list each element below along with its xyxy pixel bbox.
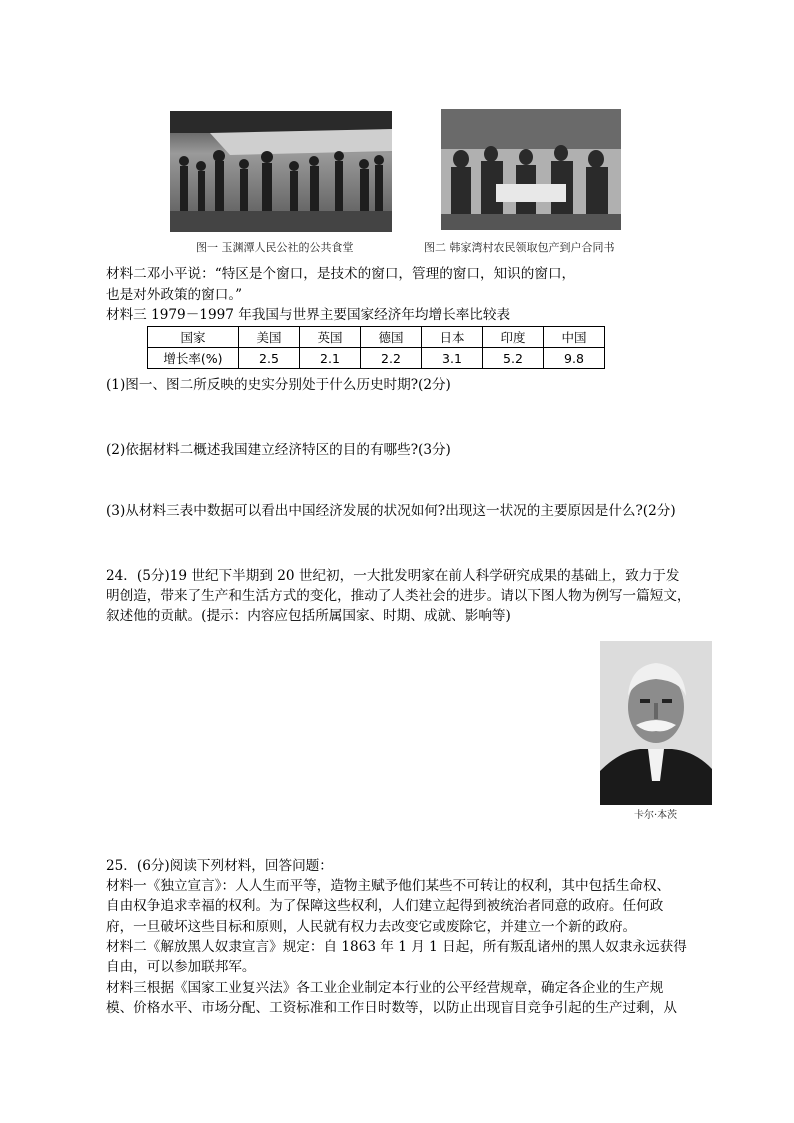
table-rate-row: [148, 348, 605, 369]
table-row-label: 增长率(%): [148, 348, 239, 369]
q25-line6: 自由，可以参加联邦军。: [106, 959, 256, 975]
question-3: (3)从材料三表中数据可以看出中国经济发展的状况如何?出现这一状况的主要原因是什么?(2分): [106, 503, 676, 519]
table-header-row: [148, 327, 605, 348]
figure2-photo: [441, 109, 621, 230]
q25-line5: 材料二《解放黑人奴隶宣言》规定：自 1863 年 1 月 1 日起，所有叛乱诸州的黑人奴隶永远获得: [106, 939, 687, 955]
table-country: 德国: [361, 327, 422, 348]
q25-line3: 自由权争追求幸福的权利。为了保障这些权利，人们建立起得到被统治者同意的政府。任何政: [106, 898, 664, 914]
table-country: 印度: [483, 327, 544, 348]
q24-line1: 24．(5分)19 世纪下半期到 20 世纪初，一大批发明家在前人科学研究成果的基础上，致力于发: [106, 568, 680, 584]
table-rate: 2.5: [239, 348, 300, 369]
figure1-photo: [170, 111, 392, 232]
portrait-photo: [600, 641, 712, 805]
material3-title: 材料三 1979－1997 年我国与世界主要国家经济年均增长率比较表: [106, 307, 511, 323]
growth-rate-table: [147, 326, 605, 369]
question-2: (2)依据材料二概述我国建立经济特区的目的有哪些?(3分): [106, 442, 451, 458]
question-1: (1)图一、图二所反映的史实分别处于什么历史时期?(2分): [106, 377, 451, 393]
q25-line7: 材料三根据《国家工业复兴法》各工业企业制定本行业的公平经营规章，确定各企业的生产规: [106, 980, 664, 996]
table-header-label: 国家: [148, 327, 239, 348]
figure2-caption: 图二 韩家湾村农民领取包产到户合同书: [424, 241, 615, 254]
material2-line2: 也是对外政策的窗口。”: [106, 287, 243, 303]
q24-line3: 叙述他的贡献。(提示：内容应包括所属国家、时期、成就、影响等): [106, 608, 511, 624]
table-country: 美国: [239, 327, 300, 348]
figure2-image: [441, 109, 621, 230]
table-country: 中国: [544, 327, 605, 348]
figure1-caption: 图一 玉渊潭人民公社的公共食堂: [196, 241, 354, 254]
table-rate: 9.8: [544, 348, 605, 369]
material2-line1: 材料二邓小平说：“特区是个窗口，是技术的窗口，管理的窗口，知识的窗口，: [106, 266, 576, 282]
q25-line4: 府，一旦破坏这些目标和原则，人民就有权力去改变它或废除它，并建立一个新的政府。: [106, 919, 637, 935]
figure1-image: [170, 111, 392, 232]
table-rate: 2.1: [300, 348, 361, 369]
portrait-image: [600, 641, 712, 805]
q24-line2: 明创造，带来了生产和生活方式的变化，推动了人类社会的进步。请以下图人物为例写一篇短文，: [106, 588, 691, 604]
q25-line8: 模、价格水平、市场分配、工资标准和工作日时数等，以防止出现盲目竞争引起的生产过剩，从: [106, 1000, 677, 1016]
portrait-caption: 卡尔·本茨: [634, 810, 678, 821]
table-rate: 2.2: [361, 348, 422, 369]
q25-line2: 材料一《独立宣言》：人人生而平等，造物主赋予他们某些不可转让的权利，其中包括生命权、: [106, 878, 671, 894]
q25-line1: 25．(6分)阅读下列材料，回答问题：: [106, 858, 333, 874]
table-country: 日本: [422, 327, 483, 348]
table-rate: 5.2: [483, 348, 544, 369]
table-rate: 3.1: [422, 348, 483, 369]
table-country: 英国: [300, 327, 361, 348]
